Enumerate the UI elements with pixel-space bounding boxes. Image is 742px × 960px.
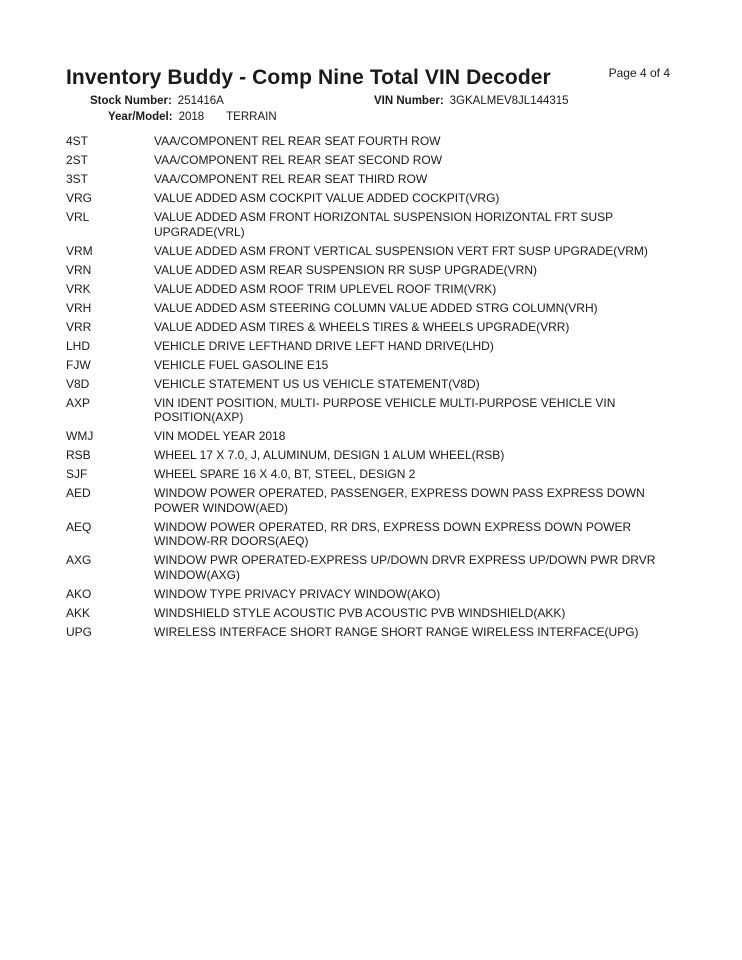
- option-code: AXP: [66, 395, 91, 410]
- code-row: [66, 134, 676, 149]
- option-code: SJF: [66, 467, 88, 481]
- option-description: VAA/COMPONENT REL REAR SEAT THIRD ROW: [154, 172, 428, 186]
- option-description: WINDOW PWR OPERATED-EXPRESS UP/DOWN DRVR EXPRESS UP/DOWN PWR DRVR WINDOW(AXG): [154, 553, 656, 582]
- option-code: VRG: [66, 191, 93, 205]
- option-description: VIN MODEL YEAR 2018: [154, 429, 286, 443]
- option-description: WINDSHIELD STYLE ACOUSTIC PVB ACOUSTIC PVB WINDSHIELD(AKK): [154, 605, 566, 620]
- option-code: 4ST: [66, 134, 89, 148]
- vin-number-row: [374, 95, 569, 107]
- option-description: VALUE ADDED ASM ROOF TRIM UPLEVEL ROOF TRIM(VRK): [154, 281, 497, 296]
- option-code: VRN: [66, 262, 92, 277]
- code-row: [66, 486, 676, 515]
- option-code: VRH: [66, 300, 92, 315]
- option-code: WMJ: [66, 429, 94, 443]
- code-row: [66, 553, 676, 582]
- option-description: WHEEL 17 X 7.0, J, ALUMINUM, DESIGN 1 ALUM WHEEL(RSB): [154, 448, 505, 462]
- option-description: VALUE ADDED ASM TIRES & WHEELS TIRES & WHEELS UPGRADE(VRR): [154, 319, 570, 334]
- option-code: 2ST: [66, 153, 89, 167]
- option-description: WIRELESS INTERFACE SHORT RANGE SHORT RANGE WIRELESS INTERFACE(UPG): [154, 624, 639, 639]
- year-model-row: [108, 111, 277, 123]
- code-row: [66, 396, 676, 425]
- option-description: WINDOW POWER OPERATED, PASSENGER, EXPRESS DOWN PASS EXPRESS DOWN POWER WINDOW(AED): [154, 486, 645, 515]
- option-code: AKK: [66, 605, 91, 620]
- code-row: [66, 244, 676, 259]
- code-row: [66, 448, 676, 463]
- code-row: [66, 467, 676, 482]
- option-description: VEHICLE FUEL GASOLINE E15: [154, 357, 329, 372]
- option-code-list: [66, 134, 676, 644]
- option-code: AED: [66, 486, 91, 500]
- code-row: [66, 210, 676, 239]
- option-description: VAA/COMPONENT REL REAR SEAT SECOND ROW: [154, 153, 443, 167]
- code-row: [66, 377, 676, 392]
- option-code: VRM: [66, 243, 93, 258]
- stock-number-label: Stock Number:: [90, 95, 172, 107]
- option-description: WINDOW TYPE PRIVACY PRIVACY WINDOW(AKO): [154, 586, 441, 601]
- option-code: AXG: [66, 553, 92, 567]
- option-code: AEQ: [66, 519, 92, 534]
- option-description: VEHICLE DRIVE LEFTHAND DRIVE LEFT HAND DRIVE(LHD): [154, 338, 494, 353]
- code-row: [66, 191, 676, 206]
- option-description: VALUE ADDED ASM COCKPIT VALUE ADDED COCKPIT(VRG): [154, 191, 500, 205]
- option-code: VRK: [66, 281, 91, 296]
- option-code: V8D: [66, 376, 90, 391]
- option-description: WHEEL SPARE 16 X 4.0, BT, STEEL, DESIGN 2: [154, 467, 416, 481]
- option-description: VAA/COMPONENT REL REAR SEAT FOURTH ROW: [154, 134, 441, 148]
- page-number: Page 4 of 4: [608, 66, 670, 80]
- stock-number-row: [90, 95, 224, 107]
- code-row: [66, 520, 676, 549]
- vin-number-label: VIN Number:: [374, 95, 444, 107]
- code-row: [66, 429, 676, 444]
- page-title: Inventory Buddy - Comp Nine Total VIN Decoder: [66, 66, 551, 89]
- stock-number-value: 251416A: [177, 95, 224, 107]
- option-description: WINDOW POWER OPERATED, RR DRS, EXPRESS DOWN EXPRESS DOWN POWER WINDOW-RR DOORS(AEQ): [154, 519, 632, 548]
- option-description: VALUE ADDED ASM FRONT HORIZONTAL SUSPENSION HORIZONTAL FRT SUSP UPGRADE(VRL): [154, 210, 613, 239]
- code-row: [66, 282, 676, 297]
- year-model-label: Year/Model:: [108, 111, 173, 123]
- code-row: [66, 263, 676, 278]
- code-row: [66, 320, 676, 335]
- vin-number-value: 3GKALMEV8JL144315: [449, 95, 569, 107]
- option-description: VALUE ADDED ASM STEERING COLUMN VALUE ADDED STRG COLUMN(VRH): [154, 300, 598, 315]
- option-code: FJW: [66, 357, 91, 372]
- option-code: RSB: [66, 448, 91, 462]
- model-value: TERRAIN: [226, 111, 277, 123]
- option-code: UPG: [66, 624, 93, 639]
- option-code: AKO: [66, 586, 92, 601]
- code-row: [66, 153, 676, 168]
- option-code: LHD: [66, 338, 91, 353]
- code-row: [66, 625, 676, 640]
- code-row: [66, 587, 676, 602]
- option-code: VRL: [66, 210, 90, 224]
- option-description: VALUE ADDED ASM REAR SUSPENSION RR SUSP UPGRADE(VRN): [154, 262, 537, 277]
- code-row: [66, 301, 676, 316]
- year-value: 2018: [178, 111, 205, 123]
- option-code: VRR: [66, 319, 92, 334]
- option-description: VIN IDENT POSITION, MULTI- PURPOSE VEHICLE MULTI-PURPOSE VEHICLE VIN POSITION(AXP): [154, 395, 616, 424]
- code-row: [66, 606, 676, 621]
- code-row: [66, 172, 676, 187]
- option-description: VALUE ADDED ASM FRONT VERTICAL SUSPENSION VERT FRT SUSP UPGRADE(VRM): [154, 243, 648, 258]
- code-row: [66, 339, 676, 354]
- code-row: [66, 358, 676, 373]
- option-code: 3ST: [66, 172, 89, 186]
- option-description: VEHICLE STATEMENT US US VEHICLE STATEMENT(V8D): [154, 376, 480, 391]
